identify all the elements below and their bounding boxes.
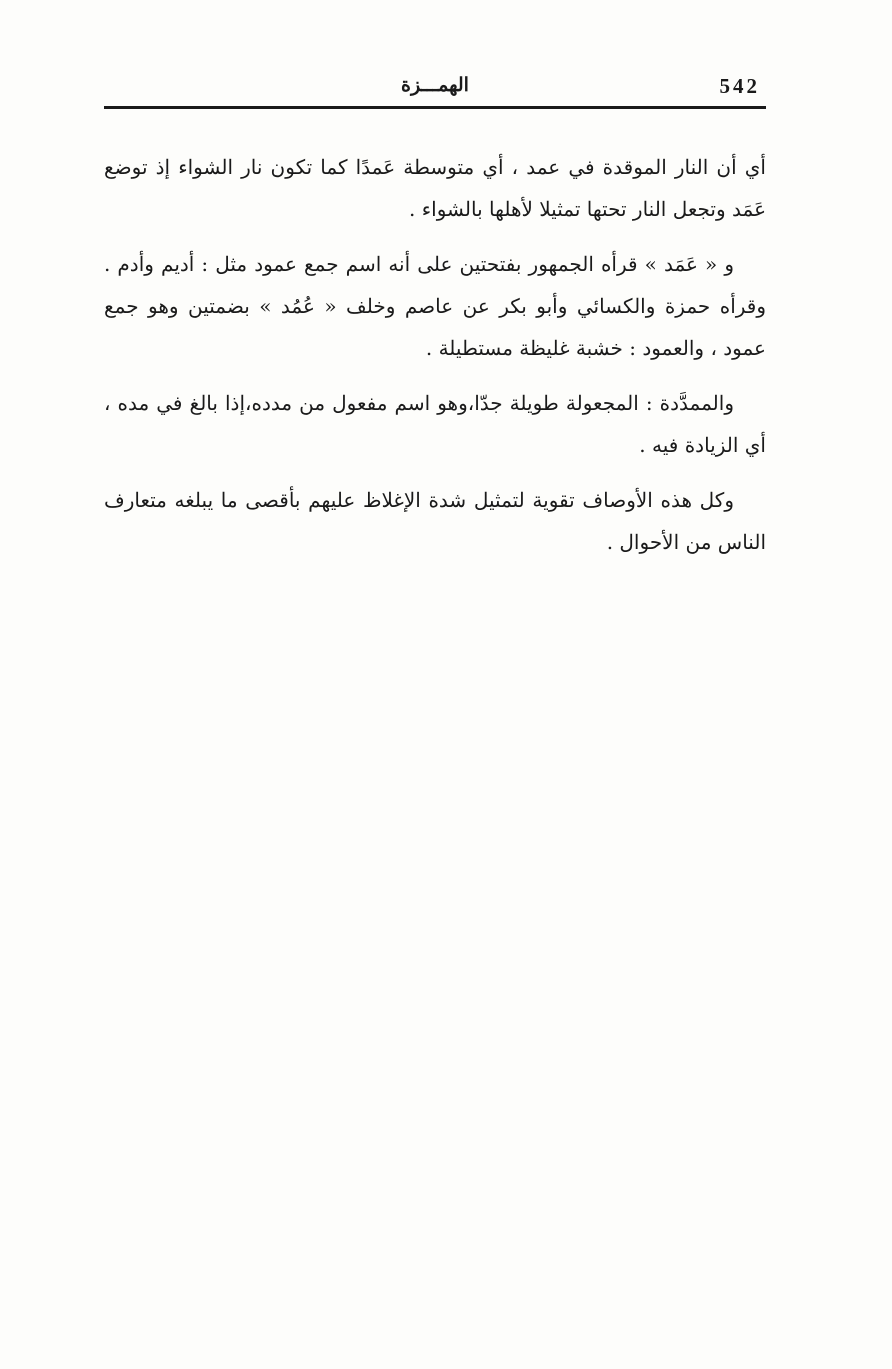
- running-header: [104, 70, 766, 102]
- header-rule: [104, 106, 766, 109]
- paragraph-1: أي أن النار الموقدة في عمد ، أي متوسطة عَمدًا كما تكون نار الشواء إذ توضع عَمَد وتجعل النار تحتها تمثيلا لأهلها بالشواء .: [104, 155, 766, 221]
- page-number: 542: [719, 74, 760, 98]
- body-text: [104, 146, 766, 576]
- paragraph-2: و « عَمَد » قرأه الجمهور بفتحتين على أنه اسم جمع عمود مثل : أديم وأدم . وقرأه حمزة والكسائي وأبو بكر عن عاصم وخلف « عُمُد » بضمتين وهو جمع عمود ، والعمود : خشبة غليظة مستطيلة .: [104, 252, 766, 360]
- paragraph-4: وكل هذه الأوصاف تقوية لتمثيل شدة الإغلاظ عليهم بأقصى ما يبلغه متعارف الناس من الأحوال .: [104, 488, 766, 554]
- section-title: الهمـــزة: [401, 74, 469, 96]
- paragraph-3: والممدَّدة : المجعولة طويلة جدّا،وهو اسم مفعول من مدده،إذا بالغ في مده ، أي الزيادة فيه .: [104, 391, 766, 457]
